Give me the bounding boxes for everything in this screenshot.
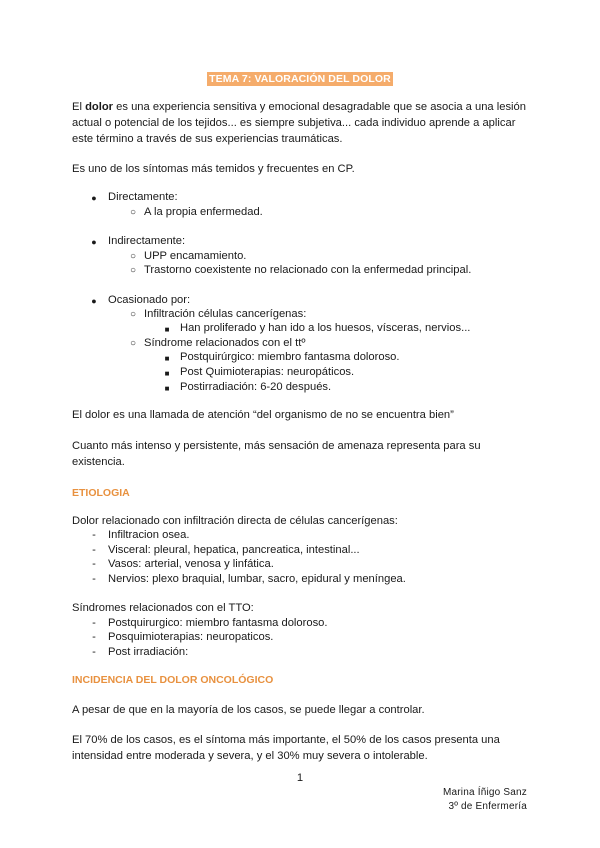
- paragraph-llamada: El dolor es una llamada de atención “del organismo de no se encuentra bien”: [72, 409, 454, 421]
- circle-bullet-icon: ○: [129, 251, 137, 262]
- dash-bullet-icon: -: [92, 631, 96, 643]
- list-item: Nervios: plexo braquial, lumbar, sacro, epidural y meníngea.: [108, 573, 406, 585]
- list-item: Infiltracion osea.: [108, 529, 190, 541]
- section-heading-incidencia: INCIDENCIA DEL DOLOR ONCOLÓGICO: [72, 674, 274, 686]
- list-item: Post irradiación:: [108, 646, 189, 658]
- dash-bullet-icon: -: [92, 529, 96, 541]
- dash-bullet-icon: -: [92, 646, 96, 658]
- square-bullet-icon: ■: [164, 384, 170, 393]
- incidencia-paragraph-1: A pesar de que en la mayoría de los casos, se puede llegar a controlar.: [72, 704, 425, 716]
- dash-bullet-icon: -: [92, 558, 96, 570]
- etiologia-intro: Dolor relacionado con infiltración directa de células cancerígenas:: [72, 515, 398, 527]
- etiologia-intro-2: Síndromes relacionados con el TTO:: [72, 602, 254, 614]
- list-item: Visceral: pleural, hepatica, pancreatica, intestinal...: [108, 544, 360, 556]
- course-label: 3º de Enfermería: [448, 801, 527, 812]
- paragraph-intenso: Cuanto más intenso y persistente, más sensación de amenaza representa para su existencia.: [72, 440, 481, 468]
- incidencia-paragraph-2: El 70% de los casos, es el síntoma más importante, el 50% de los casos presenta una intensidad entre moderada y severa, y el 30% muy severa o intolerable.: [72, 734, 500, 762]
- page-title: TEMA 7: VALORACIÓN DEL DOLOR: [209, 73, 391, 85]
- list-item: Han proliferado y han ido a los huesos, vísceras, nervios...: [180, 322, 471, 334]
- list-item: Postquirúrgico: miembro fantasma doloroso.: [180, 351, 400, 363]
- list-item: A la propia enfermedad.: [144, 206, 263, 218]
- bullet-icon: ●: [91, 296, 97, 306]
- list-item: Trastorno coexistente no relacionado con la enfermedad principal.: [144, 264, 472, 276]
- list-item: Ocasionado por:: [108, 294, 191, 306]
- bold-term: dolor: [85, 101, 114, 113]
- section-heading-etiologia: ETIOLOGIA: [72, 487, 130, 499]
- square-bullet-icon: ■: [164, 325, 170, 334]
- circle-bullet-icon: ○: [129, 309, 137, 320]
- bullet-icon: ●: [91, 193, 97, 203]
- bullet-icon: ●: [91, 237, 97, 247]
- list-item: Postirradiación: 6-20 después.: [180, 381, 332, 393]
- author-name: Marina Íñigo Sanz: [442, 787, 527, 798]
- circle-bullet-icon: ○: [129, 265, 137, 276]
- list-item: UPP encamamiento.: [144, 250, 247, 262]
- list-item: Posquimioterapias: neuropaticos.: [108, 631, 274, 643]
- list-item: Indirectamente:: [108, 235, 186, 247]
- square-bullet-icon: ■: [164, 354, 170, 363]
- circle-bullet-icon: ○: [129, 338, 137, 349]
- square-bullet-icon: ■: [164, 369, 170, 378]
- dash-bullet-icon: -: [92, 617, 96, 629]
- dash-bullet-icon: -: [92, 544, 96, 556]
- page-number: 1: [296, 772, 304, 784]
- paragraph-sintomas: Es uno de los síntomas más temidos y frecuentes en CP.: [72, 163, 355, 175]
- list-item: Síndrome relacionados con el ttº: [144, 337, 306, 349]
- list-item: Infiltración células cancerígenas:: [144, 308, 307, 320]
- circle-bullet-icon: ○: [129, 207, 137, 218]
- dash-bullet-icon: -: [92, 573, 96, 585]
- list-item: Postquirurgico: miembro fantasma doloroso.: [108, 617, 328, 629]
- intro-paragraph: El dolor es una experiencia sensitiva y emocional desagradable que se asocia a una lesión actual o potencial de los tejidos... es siempre subjetiva... cada individuo aprende a aplicar este término a través de sus experiencias traumáticas.: [72, 101, 526, 145]
- list-item: Directamente:: [108, 191, 178, 203]
- list-item: Post Quimioterapias: neuropáticos.: [180, 366, 355, 378]
- list-item: Vasos: arterial, venosa y linfática.: [108, 558, 274, 570]
